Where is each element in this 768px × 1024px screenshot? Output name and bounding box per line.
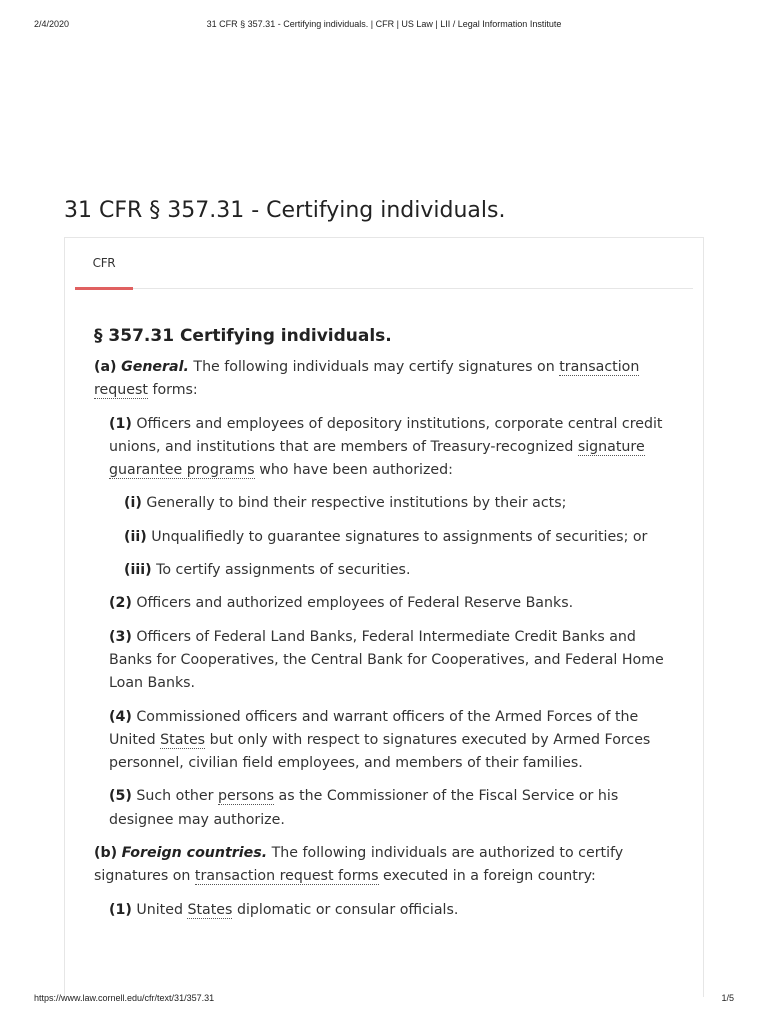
enum-b-1: (1) (109, 901, 132, 918)
enum-a-5: (5) (109, 788, 132, 805)
paragraph-a-1-ii-text: Unqualifiedly to guarantee signatures to assignments of securities; or (146, 528, 648, 545)
paragraph-b-1 (94, 899, 679, 922)
paragraph-a-1-text-1: Officers and employees of depository institutions, corporate central credit unions, and institutions that are members of Treasury-recognized (109, 415, 663, 455)
definition-link-transaction-request[interactable]: transaction request (94, 359, 640, 399)
paragraph-heading-general: General. (121, 359, 189, 375)
definition-link-states-2[interactable]: States (187, 901, 233, 918)
print-footer (0, 993, 768, 1007)
paragraph-a-text-1: The following individuals may certify signatures on (188, 359, 560, 375)
print-url: https://www.law.cornell.edu/cfr/text/31/357.31 (34, 993, 215, 1003)
paragraph-a-3 (94, 626, 679, 696)
paragraph-a-1-text-2: who have been authorized: (254, 462, 453, 479)
paragraph-a-text-2: forms: (147, 382, 198, 399)
paragraph-a-5 (94, 785, 679, 832)
enum-a-3: (3) (109, 628, 132, 645)
page-title: 31 CFR § 357.31 - Certifying individuals. (64, 198, 506, 223)
paragraph-a-2 (94, 592, 679, 615)
paragraph-a-1-ii (94, 526, 679, 549)
paragraph-b-text-1: The following individuals are authorized to certify signatures on (94, 845, 624, 885)
paragraph-a-4-text-1: Commissioned officers and warrant officers of the Armed Forces of the United (109, 708, 639, 748)
paragraph-heading-foreign-countries: Foreign countries. (121, 845, 268, 862)
definition-link-signature-guarantee-programs[interactable]: signature guarantee programs (109, 438, 645, 479)
enum-b: (b) (94, 845, 118, 862)
page-counter: 1/5 (721, 993, 734, 1003)
section-heading: § 357.31 Certifying individuals. (94, 326, 392, 346)
enum-a-1-ii: (ii) (124, 528, 147, 545)
paragraph-a-1-iii-text: To certify assignments of securities. (151, 562, 411, 579)
paragraph-b (94, 842, 679, 889)
print-date: 2/4/2020 (34, 19, 70, 29)
definition-link-states[interactable]: States (160, 731, 206, 748)
paragraph-a-3-text: Officers of Federal Land Banks, Federal Intermediate Credit Banks and Banks for Cooperatives, the Central Bank for Cooperatives, and Federal Home Loan Banks. (109, 628, 664, 692)
paragraph-a-4-text-2: but only with respect to signatures executed by Armed Forces personnel, civilian field employees, and members of their families. (109, 731, 651, 772)
enum-a: (a) (94, 359, 117, 375)
enum-a-1: (1) (109, 415, 132, 432)
enum-a-1-i: (i) (124, 495, 142, 512)
paragraph-a-4 (94, 706, 679, 776)
definition-link-transaction-request-forms[interactable]: transaction request forms (194, 868, 379, 885)
tab-bar (75, 238, 693, 289)
tab-cfr-label: CFR (92, 256, 116, 270)
definition-link-persons[interactable]: persons (217, 788, 274, 805)
print-page-title: 31 CFR § 357.31 - Certifying individuals. | CFR | US Law | LII / Legal Information Institute (206, 19, 562, 29)
paragraph-a-1-i (94, 492, 679, 515)
print-header (0, 19, 768, 33)
paragraph-a-5-text-2: as the Commissioner of the Fiscal Service or his designee may authorize. (109, 788, 619, 828)
section-body (94, 324, 679, 932)
paragraph-b-text-2: executed in a foreign country: (378, 868, 596, 885)
paragraph-b-1-text-1: United (131, 901, 188, 918)
paragraph-a-5-text-1: Such other (131, 788, 218, 805)
paragraph-a-1-i-text: Generally to bind their respective institutions by their acts; (141, 495, 567, 512)
paragraph-a-2-text: Officers and authorized employees of Federal Reserve Banks. (131, 595, 574, 612)
paragraph-a-1 (94, 413, 679, 483)
paragraph-b-1-text-2: diplomatic or consular officials. (232, 901, 459, 918)
tab-cfr[interactable] (75, 256, 133, 288)
active-tab-indicator (75, 287, 133, 290)
paragraph-a-1-iii (94, 559, 679, 582)
content-panel (64, 237, 704, 997)
enum-a-1-iii: (iii) (124, 562, 152, 579)
enum-a-2: (2) (109, 595, 132, 612)
enum-a-4: (4) (109, 708, 132, 725)
paragraph-a (94, 356, 679, 403)
